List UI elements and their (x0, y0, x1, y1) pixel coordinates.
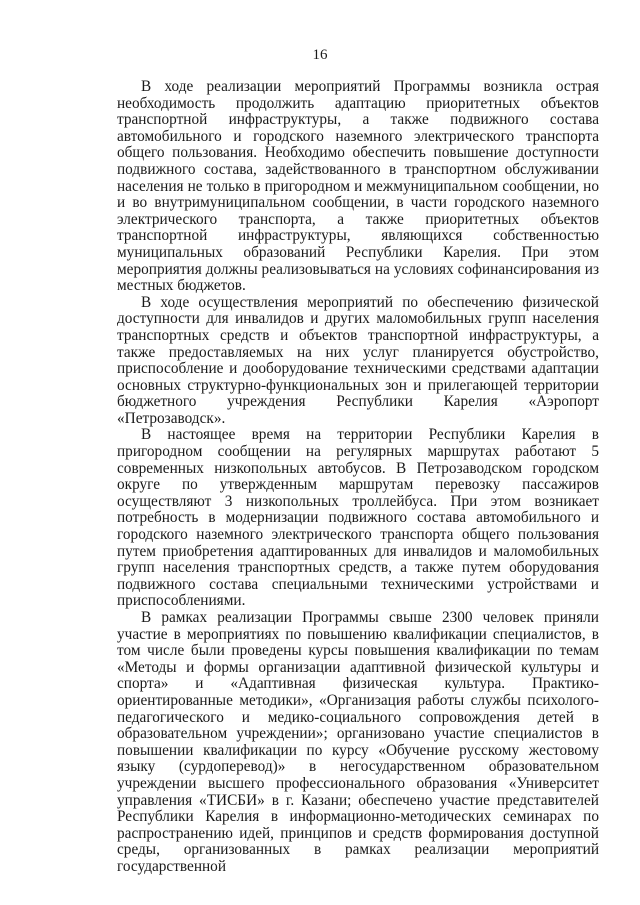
paragraph: В ходе реализации мероприятий Программы возникла острая необходимость продолжить адаптацию приоритетных объектов транспортной инфраструктуры, а также подвижного состава автомобильного и городского наземного электрического транспорта общего пользования. Необходимо обеспечить повышение доступности подвижного состава, задействованного в транспортном обслуживании населения не только в пригородном и межмуниципальном сообщении, но и во внутримуниципальном сообщении, в части городского наземного электрического транспорта, а также приоритетных объектов транспортной инфраструктуры, являющихся собственностью муниципальных образований Республики Карелия. При этом мероприятия должны реализовываться на условиях софинансирования из местных бюджетов. (117, 78, 599, 295)
paragraph: В рамках реализации Программы свыше 2300 человек приняли участие в мероприятиях по повышению квалификации специалистов, в том числе были проведены курсы повышения квалификации по темам «Методы и формы организации адаптивной физической культуры и спорта» и «Адаптивная физическая культура. Практико-ориентированные методики», «Организация работы службы психолого-педагогического и медико-социального сопровождения детей в образовательном учреждении»; организовано участие специалистов в повышении квалификации по курсу «Обучение русскому жестовому языку (сурдоперевод)» в негосударственном образовательном учреждении высшего профессионального образования «Университет управления «ТИСБИ» в г. Казани; обеспечено участие представителей Республики Карелия в информационно-методических семинарах по распространению идей, принципов и средств формирования доступной среды, организованных в рамках реализации мероприятий государственной (117, 609, 599, 875)
paragraph: В настоящее время на территории Республики Карелия в пригородном сообщении на регулярных маршрутах работают 5 современных низкопольных автобусов. В Петрозаводском городском округе по утвержденным маршрутам перевозку пассажиров осуществляют 3 низкопольных троллейбуса. При этом возникает потребность в модернизации подвижного состава автомобильного и городского наземного электрического транспорта общего пользования путем приобретения адаптированных для инвалидов и маломобильных групп населения транспортных средств, а также путем оборудования подвижного состава специальными техническими устройствами и приспособлениями. (117, 426, 599, 610)
paragraph: В ходе осуществления мероприятий по обеспечению физической доступности для инвалидов и других маломобильных групп населения транспортных средств и объектов транспортной инфраструктуры, а также предоставляемых на них услуг планируется обустройство, приспособление и дооборудование техническими средствами адаптации основных структурно-функциональных зон и прилегающей территории бюджетного учреждения Республики Карелия «Аэропорт «Петрозаводск». (117, 293, 599, 427)
page-number: 16 (312, 47, 328, 63)
body-text (117, 79, 599, 876)
